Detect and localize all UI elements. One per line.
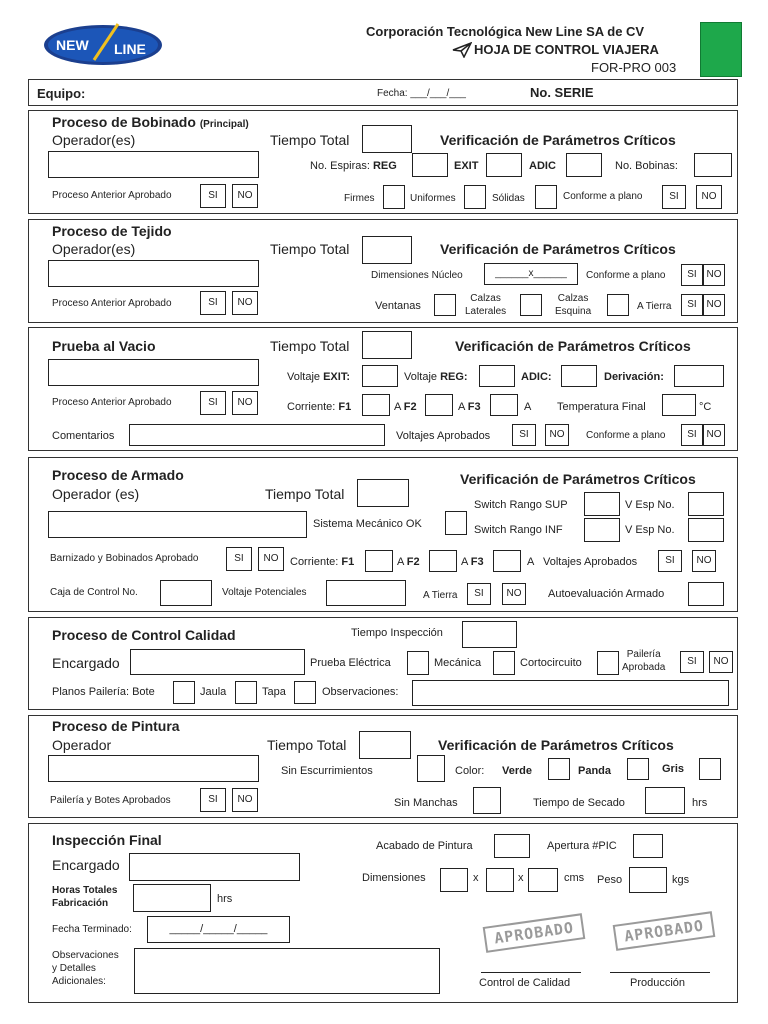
- tejido-operador-label: Operador(es): [52, 241, 136, 257]
- armado-f2-input[interactable]: [429, 550, 457, 572]
- barnizado-si[interactable]: SI: [226, 547, 252, 571]
- logo-text-line: LINE: [114, 41, 146, 57]
- secado-label: Tiempo de Secado: [533, 797, 625, 809]
- calidad-encargado-input[interactable]: [130, 649, 305, 675]
- dim-2-input[interactable]: [486, 868, 514, 892]
- gris-label: Gris: [662, 763, 685, 775]
- bobinado-tiempo-label: Tiempo Total: [270, 132, 350, 148]
- final-title: Inspección Final: [52, 832, 162, 848]
- firmes-label: Firmes: [344, 193, 375, 204]
- mecanica-check[interactable]: [493, 651, 515, 675]
- espiras-reg-input[interactable]: [412, 153, 448, 177]
- vacio-tiempo-input[interactable]: [362, 331, 412, 359]
- vacio-f3-label: A F3: [458, 401, 481, 413]
- sign-line-cc: [481, 972, 581, 973]
- solidas-label: Sólidas: [492, 193, 525, 204]
- switch-inf-input[interactable]: [584, 518, 620, 542]
- bobinado-anterior-si[interactable]: SI: [200, 184, 226, 208]
- doc-title: HOJA DE CONTROL VIAJERA: [474, 42, 659, 57]
- armado-a-label: A: [527, 556, 535, 568]
- bote-check[interactable]: [173, 681, 195, 704]
- armado-f1-input[interactable]: [365, 550, 393, 572]
- fecha-terminado-input[interactable]: _____/_____/_____: [147, 916, 290, 943]
- espiras-exit-label: EXIT: [454, 160, 479, 172]
- logo: [42, 22, 164, 68]
- pintura-operador-label: Operador: [52, 737, 112, 753]
- verde-label: Verde: [502, 765, 532, 777]
- doc-code: FOR-PRO 003: [591, 60, 677, 75]
- bobinado-anterior-label: Proceso Anterior Aprobado: [52, 190, 172, 201]
- bobinado-operador-input[interactable]: [48, 151, 259, 178]
- tejido-title: Proceso de Tejido: [52, 223, 172, 239]
- apertura-input[interactable]: [633, 834, 663, 858]
- celsius-label: °C: [699, 401, 712, 413]
- peso-input[interactable]: [629, 867, 667, 893]
- vacio-adic-input[interactable]: [561, 365, 597, 387]
- tejido-anterior-si[interactable]: SI: [200, 291, 226, 315]
- vacio-operador-input[interactable]: [48, 359, 259, 386]
- switch-inf-esp-input[interactable]: [688, 518, 724, 542]
- derivacion-input[interactable]: [674, 365, 724, 387]
- tejido-tierra-si[interactable]: SI: [681, 294, 703, 316]
- temperatura-input[interactable]: [662, 394, 696, 416]
- comentarios-label: Comentarios: [52, 430, 115, 442]
- paileria-aprob-si[interactable]: SI: [680, 651, 704, 673]
- tapa-label: Tapa: [262, 686, 286, 698]
- serie-label: No. SERIE: [530, 85, 594, 100]
- vacio-a-label: A: [524, 401, 532, 413]
- espiras-adic-label: ADIC: [529, 160, 556, 172]
- armado-f3-label: A F3: [461, 556, 484, 568]
- tejido-tiempo-label: Tiempo Total: [270, 241, 350, 257]
- ventanas-check[interactable]: [434, 294, 456, 316]
- jaula-label: Jaula: [200, 686, 227, 698]
- bobinado-conforme-no[interactable]: NO: [696, 185, 722, 209]
- vacio-anterior-no[interactable]: NO: [232, 391, 258, 415]
- voltaje-exit-input[interactable]: [362, 365, 398, 387]
- volt-pot-label: Voltaje Potenciales: [222, 587, 307, 598]
- derivacion-label: Derivación:: [604, 371, 664, 383]
- uniformes-check[interactable]: [464, 185, 486, 209]
- switch-sup-label: Switch Rango SUP: [474, 499, 568, 511]
- autoeval-input[interactable]: [688, 582, 724, 606]
- bobinas-label: No. Bobinas:: [615, 160, 678, 172]
- pintura-paileria-label: Pailería y Botes Aprobados: [50, 795, 171, 806]
- calzas-esquina-check[interactable]: [607, 294, 629, 316]
- caja-input[interactable]: [160, 580, 212, 606]
- prueba-label: Prueba Eléctrica: [310, 657, 391, 669]
- espiras-adic-input[interactable]: [566, 153, 602, 177]
- vacio-adic-label: ADIC:: [521, 371, 552, 383]
- armado-f3-input[interactable]: [493, 550, 521, 572]
- fecha-terminado-label: Fecha Terminado:: [52, 924, 132, 935]
- barnizado-no[interactable]: NO: [258, 547, 284, 571]
- peso-label: Peso: [597, 874, 623, 886]
- vacio-f1-input[interactable]: [362, 394, 390, 416]
- dim-1-input[interactable]: [440, 868, 468, 892]
- vacio-vpc-title: Verificación de Parámetros Críticos: [455, 338, 691, 354]
- bobinado-conforme-si[interactable]: SI: [662, 185, 686, 209]
- bobinado-vpc-title: Verificación de Parámetros Críticos: [440, 132, 676, 148]
- comentarios-input[interactable]: [129, 424, 385, 446]
- mecanica-label: Mecánica: [434, 657, 482, 669]
- calidad-obs-label: Observaciones:: [322, 686, 399, 698]
- bobinado-conforme-label: Conforme a plano: [563, 191, 643, 202]
- armado-tiempo-input[interactable]: [357, 479, 409, 507]
- switch-sup-esp-input[interactable]: [688, 492, 724, 516]
- stamp-produccion: APROBADO: [613, 911, 716, 951]
- switch-sup-esp-label: V Esp No.: [625, 499, 675, 511]
- nucleo-label: Dimensiones Núcleo: [371, 270, 463, 281]
- barnizado-label: Barnizado y Bobinados Aprobado: [50, 553, 199, 564]
- vacio-conforme-si[interactable]: SI: [681, 424, 703, 446]
- sign-cc-label: Control de Calidad: [479, 977, 571, 989]
- tejido-conforme-no[interactable]: NO: [703, 264, 725, 286]
- pintura-operador-input[interactable]: [48, 755, 259, 782]
- tejido-vpc-title: Verificación de Parámetros Críticos: [440, 241, 676, 257]
- voltaje-exit-label: Voltaje EXIT:: [287, 371, 350, 383]
- mecanico-label: Sistema Mecánico OK: [313, 518, 422, 530]
- calidad-tiempo-input[interactable]: [462, 621, 517, 648]
- firmes-check[interactable]: [383, 185, 405, 209]
- color-label: Color:: [455, 765, 485, 777]
- gris-check[interactable]: [699, 758, 721, 780]
- vacio-volt-aprob-no[interactable]: NO: [545, 424, 569, 446]
- pintura-vpc-title: Verificación de Parámetros Críticos: [438, 737, 674, 753]
- bobinas-input[interactable]: [694, 153, 732, 177]
- switch-inf-esp-label: V Esp No.: [625, 524, 675, 536]
- paileria-aprob-label: Pailería Aprobada: [622, 649, 666, 673]
- cms-label: cms: [564, 872, 585, 884]
- voltaje-reg-input[interactable]: [479, 365, 515, 387]
- armado-volt-aprob-no[interactable]: NO: [692, 550, 716, 572]
- sign-line-prod: [610, 972, 710, 973]
- stamp-control-calidad: APROBADO: [483, 913, 586, 953]
- dimensiones-label: Dimensiones: [362, 872, 426, 884]
- secado-hrs-label: hrs: [692, 797, 708, 809]
- tejido-anterior-no[interactable]: NO: [232, 291, 258, 315]
- espiras-exit-input[interactable]: [486, 153, 522, 177]
- paileria-aprob-no[interactable]: NO: [709, 651, 733, 673]
- armado-tierra-si[interactable]: SI: [467, 583, 491, 605]
- corto-check[interactable]: [597, 651, 619, 675]
- armado-tiempo-label: Tiempo Total: [265, 486, 345, 502]
- espiras-label: No. Espiras: REG: [310, 160, 397, 172]
- horas-hrs-label: hrs: [217, 893, 233, 905]
- tejido-conforme-si[interactable]: SI: [681, 264, 703, 286]
- vacio-f3-input[interactable]: [490, 394, 518, 416]
- tejido-tierra-label: A Tierra: [637, 301, 672, 312]
- manchas-check[interactable]: [473, 787, 501, 814]
- tejido-operador-input[interactable]: [48, 260, 259, 287]
- calidad-tiempo-label: Tiempo Inspección: [351, 627, 443, 639]
- calidad-obs-input[interactable]: [412, 680, 729, 706]
- tejido-conforme-label: Conforme a plano: [586, 270, 666, 281]
- prueba-check[interactable]: [407, 651, 429, 675]
- vacio-volt-aprob-label: Voltajes Aprobados: [396, 430, 491, 442]
- vacio-f2-input[interactable]: [425, 394, 453, 416]
- armado-tierra-no[interactable]: NO: [502, 583, 526, 605]
- pintura-title: Proceso de Pintura: [52, 718, 180, 734]
- armado-title: Proceso de Armado: [52, 467, 184, 483]
- armado-vpc-title: Verificación de Parámetros Críticos: [460, 471, 696, 487]
- dim-3-input[interactable]: [528, 868, 558, 892]
- tejido-anterior-label: Proceso Anterior Aprobado: [52, 298, 172, 309]
- bobinado-operador-label: Operador(es): [52, 132, 136, 148]
- vacio-corriente-label: Corriente: F1: [287, 401, 352, 413]
- planos-label: Planos Pailería: Bote: [52, 686, 155, 698]
- calzas-laterales-label: Calzas Laterales: [465, 293, 507, 317]
- fecha-label: Fecha: ___/___/___: [377, 88, 466, 99]
- vacio-volt-aprob-si[interactable]: SI: [512, 424, 536, 446]
- pintura-paileria-no[interactable]: NO: [232, 788, 258, 812]
- dim-x2-label: x: [518, 872, 524, 884]
- escurr-label: Sin Escurrimientos: [281, 765, 373, 777]
- kgs-label: kgs: [672, 874, 690, 886]
- pintura-paileria-si[interactable]: SI: [200, 788, 226, 812]
- final-obs-input[interactable]: [134, 948, 440, 994]
- bobinado-tiempo-input[interactable]: [362, 125, 412, 153]
- bobinado-anterior-no[interactable]: NO: [232, 184, 258, 208]
- armado-corriente-label: Corriente: F1: [290, 556, 355, 568]
- armado-operador-label: Operador (es): [52, 486, 140, 502]
- corto-label: Cortocircuito: [520, 657, 582, 669]
- final-encargado-input[interactable]: [129, 853, 300, 881]
- green-accent-block: [700, 22, 742, 77]
- vacio-f2-label: A F2: [394, 401, 417, 413]
- tejido-tierra-no[interactable]: NO: [703, 294, 725, 316]
- uniformes-label: Uniformes: [410, 193, 456, 204]
- bobinado-title: Proceso de Bobinado (Principal): [52, 114, 249, 130]
- switch-sup-input[interactable]: [584, 492, 620, 516]
- verde-check[interactable]: [548, 758, 570, 780]
- logo-text-new: NEW: [56, 37, 89, 53]
- secado-input[interactable]: [645, 787, 685, 814]
- volt-pot-input[interactable]: [326, 580, 406, 606]
- vacio-anterior-si[interactable]: SI: [200, 391, 226, 415]
- tejido-tiempo-input[interactable]: [362, 236, 412, 264]
- final-obs-label: Observaciones y Detalles Adicionales:: [52, 950, 119, 987]
- calzas-esquina-label: Calzas Esquina: [555, 293, 592, 317]
- armado-volt-aprob-si[interactable]: SI: [658, 550, 682, 572]
- vacio-conforme-label: Conforme a plano: [586, 430, 666, 441]
- solidas-check[interactable]: [535, 185, 557, 209]
- final-encargado-label: Encargado: [52, 857, 120, 873]
- manchas-label: Sin Manchas: [394, 797, 458, 809]
- panda-label: Panda: [578, 765, 612, 777]
- vacio-conforme-no[interactable]: NO: [703, 424, 725, 446]
- company-name: Corporación Tecnológica New Line SA de CV: [366, 24, 645, 39]
- nucleo-input[interactable]: ______x______: [484, 263, 578, 285]
- vacio-tiempo-label: Tiempo Total: [270, 338, 350, 354]
- tapa-check[interactable]: [294, 681, 316, 704]
- jaula-check[interactable]: [235, 681, 257, 704]
- horas-input[interactable]: [133, 884, 211, 912]
- calzas-laterales-check[interactable]: [520, 294, 542, 316]
- horas-label: Horas Totales Fabricación: [52, 885, 118, 909]
- switch-inf-label: Switch Rango INF: [474, 524, 563, 536]
- pintura-tiempo-input[interactable]: [359, 731, 411, 759]
- caja-label: Caja de Control No.: [50, 587, 138, 598]
- paper-plane-icon: [452, 42, 472, 61]
- ventanas-label: Ventanas: [375, 300, 421, 312]
- voltaje-reg-label: Voltaje REG:: [404, 371, 468, 383]
- pintura-tiempo-label: Tiempo Total: [267, 737, 347, 753]
- armado-f2-label: A F2: [397, 556, 420, 568]
- calidad-title: Proceso de Control Calidad: [52, 627, 236, 643]
- panda-check[interactable]: [627, 758, 649, 780]
- autoeval-label: Autoevaluación Armado: [548, 588, 665, 600]
- armado-tierra-label: A Tierra: [423, 590, 458, 601]
- acabado-label: Acabado de Pintura: [376, 840, 473, 852]
- acabado-input[interactable]: [494, 834, 530, 858]
- equipo-label: Equipo:: [37, 86, 86, 101]
- armado-operador-input[interactable]: [48, 511, 307, 538]
- temperatura-label: Temperatura Final: [557, 401, 646, 413]
- calidad-encargado-label: Encargado: [52, 655, 120, 671]
- vacio-title: Prueba al Vacio: [52, 338, 156, 354]
- armado-volt-aprob-label: Voltajes Aprobados: [543, 556, 638, 568]
- dim-x1-label: x: [473, 872, 479, 884]
- apertura-label: Apertura #PIC: [547, 840, 617, 852]
- sign-prod-label: Producción: [630, 977, 686, 989]
- escurr-check[interactable]: [417, 755, 445, 782]
- vacio-anterior-label: Proceso Anterior Aprobado: [52, 397, 172, 408]
- mecanico-check[interactable]: [445, 511, 467, 535]
